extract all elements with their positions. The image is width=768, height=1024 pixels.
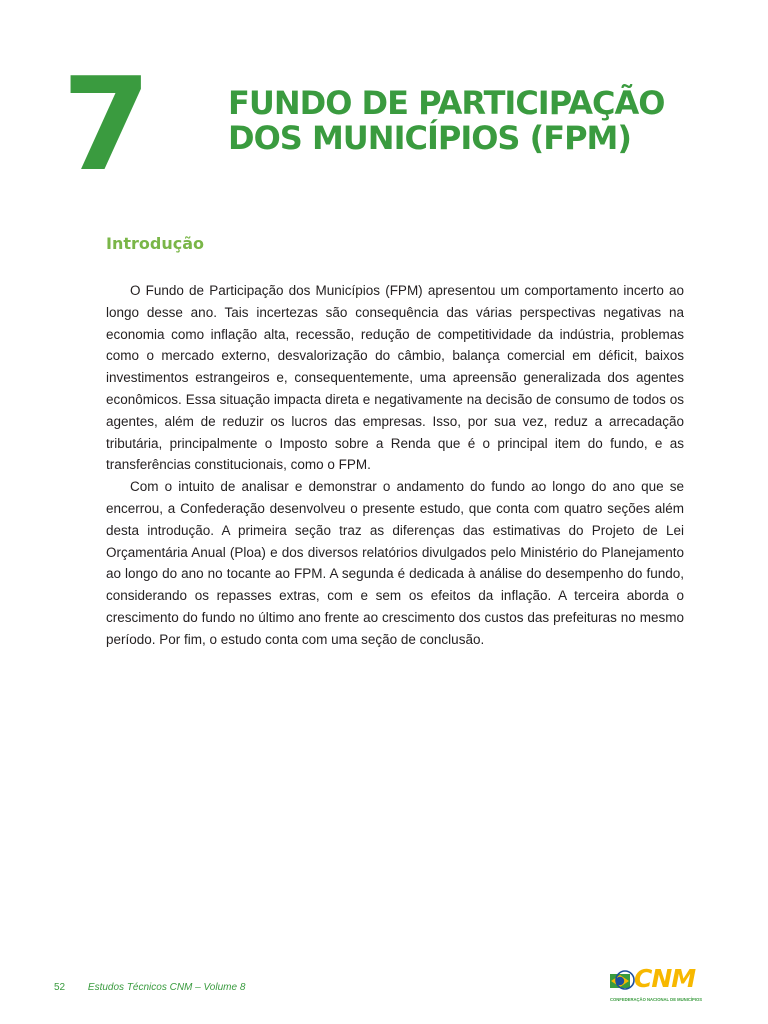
paragraph: [106, 476, 684, 650]
chapter-number: 7: [62, 51, 148, 200]
logo-wordmark: CNM: [634, 964, 696, 993]
chapter-title-line1: FUNDO DE PARTICIPAÇÃO: [228, 84, 665, 122]
section-heading: Introdução: [106, 234, 204, 253]
paragraph: [106, 280, 684, 476]
series-title: Estudos Técnicos CNM – Volume 8: [87, 982, 246, 993]
chapter-title: [228, 86, 728, 156]
cnm-logo: [608, 964, 703, 1006]
body-text: [106, 280, 684, 651]
brazil-flag-globe-icon: [610, 968, 636, 994]
paragraph-text: Com o intuito de analisar e demonstrar o andamento do fundo ao longo do ano que se encerrou, a Confederação desenvolveu o presente estudo, que conta com quatro seções além desta introdução. A primeira seção traz as diferenças das estimativas do Projeto de Lei Orçamentária Anual (Ploa) e dos diversos relatórios divulgados pelo Ministério do Planejamento ao longo do ano no tocante ao FPM. A segunda é dedicada à análise do desempenho do fundo, considerando os repasses extras, com e sem os efeitos da inflação. A terceira aborda o crescimento do fundo no último ano frente ao crescimento dos custos das prefeituras no mesmo período. Por fim, o estudo conta com uma seção de conclusão.: [106, 479, 684, 647]
logo-subtitle: CONFEDERAÇÃO NACIONAL DE MUNICÍPIOS: [610, 997, 703, 1002]
page-footer: [54, 982, 245, 993]
paragraph-text: O Fundo de Participação dos Municípios (FPM) apresentou um comportamento incerto ao longo desse ano. Tais incertezas são consequência das várias perspectivas negativas na economia como inflação alta, recessão, redução de competitividade da indústria, problemas como o mercado externo, desvalorização do câmbio, balança comercial em déficit, baixos investimentos estrangeiros e, consequentemente, uma apreensão generalizada dos agentes econômicos. Essa situação impacta direta e negativamente na decisão de consumo de todos os agentes, além de reduzir os lucros das empresas. Isso, por sua vez, reduz a arrecadação tributária, principalmente o Imposto sobre a Renda que é o principal item do fundo, e as transferências constitucionais, como o FPM.: [106, 283, 684, 473]
page-number: 52: [54, 982, 66, 993]
chapter-title-line2: DOS MUNICÍPIOS (FPM): [228, 119, 632, 157]
